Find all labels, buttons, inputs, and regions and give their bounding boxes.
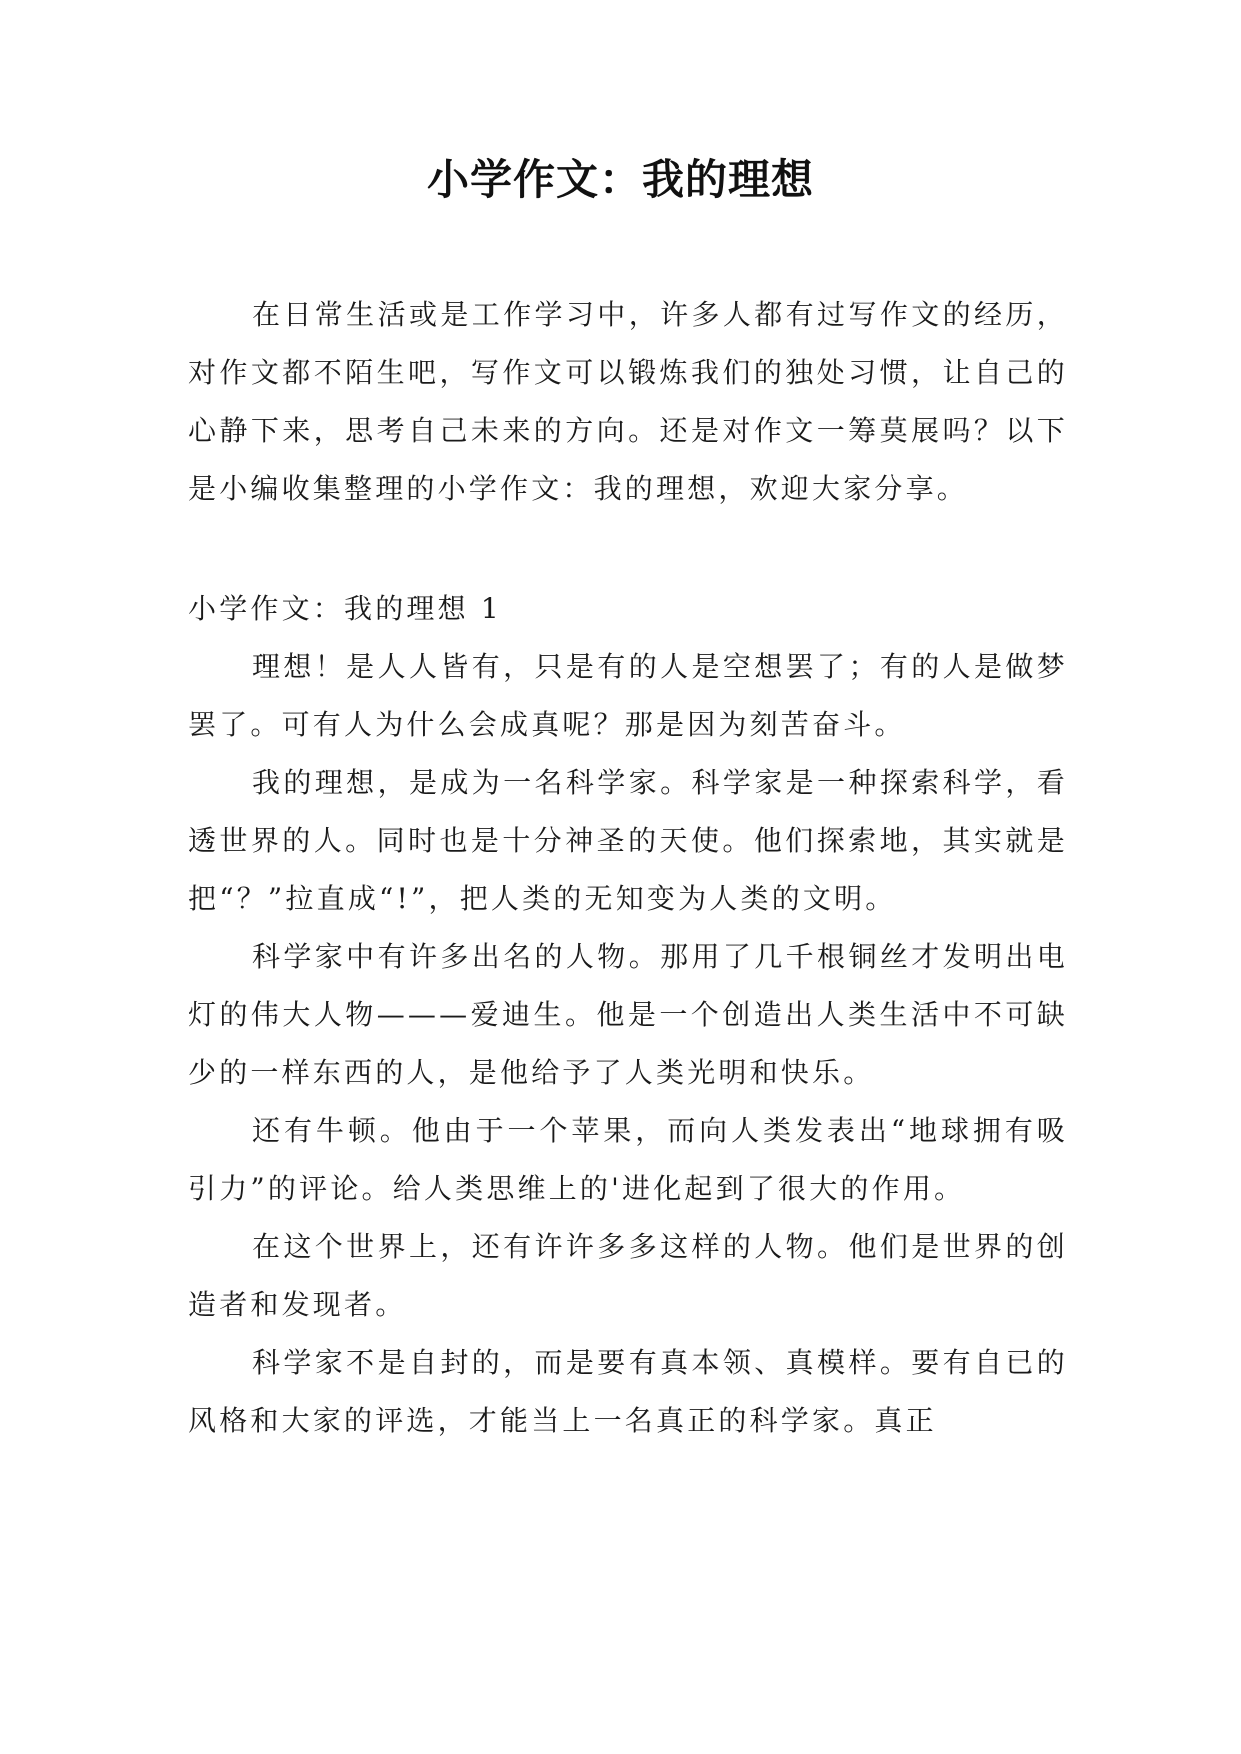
intro-paragraph: 在日常生活或是工作学习中，许多人都有过写作文的经历，对作文都不陌生吧，写作文可以锻炼我们的独处习惯，让自己的心静下来，思考自己未来的方向。还是对作文一筹莫展吗？以下是小编收集整理的小学作文：我的理想，欢迎大家分享。	[188, 298, 1068, 505]
body-paragraph: 我的理想，是成为一名科学家。科学家是一种探索科学，看透世界的人。同时也是十分神圣的天使。他们探索地，其实就是把“？”拉直成“!”，把人类的无知变为人类的文明。	[188, 766, 1068, 915]
section-heading: 小学作文：我的理想 1	[188, 592, 502, 625]
document-title: 小学作文：我的理想	[426, 155, 814, 204]
document-body	[188, 286, 1068, 1450]
body-paragraph: 还有牛顿。他由于一个苹果，而向人类发表出“地球拥有吸引力”的评论。给人类思维上的'进化起到了很大的作用。	[188, 1114, 1068, 1205]
body-paragraph: 理想！是人人皆有，只是有的人是空想罢了；有的人是做梦罢了。可有人为什么会成真呢？那是因为刻苦奋斗。	[188, 650, 1068, 741]
body-paragraph: 科学家不是自封的，而是要有真本领、真模样。要有自已的风格和大家的评选，才能当上一名真正的科学家。真正	[188, 1346, 1068, 1437]
body-paragraph: 科学家中有许多出名的人物。那用了几千根铜丝才发明出电灯的伟大人物———爱迪生。他是一个创造出人类生活中不可缺少的一样东西的人，是他给予了人类光明和快乐。	[188, 940, 1068, 1089]
body-paragraph: 在这个世界上，还有许许多多这样的人物。他们是世界的创造者和发现者。	[188, 1230, 1068, 1321]
